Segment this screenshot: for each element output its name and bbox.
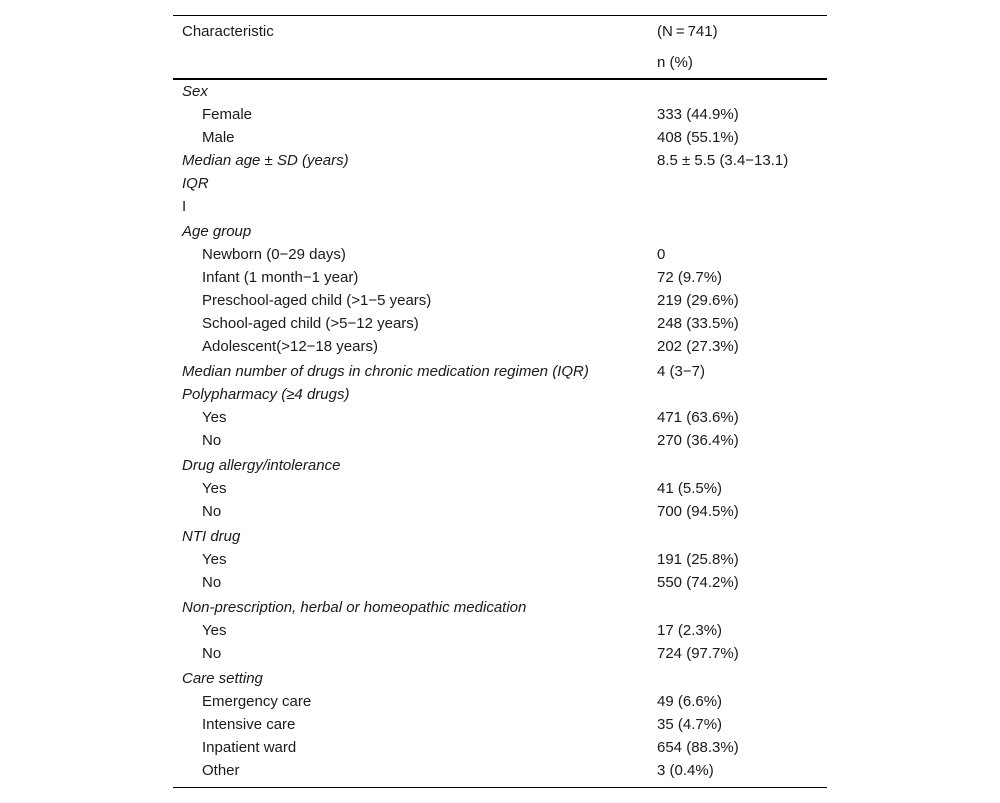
row-value: 17 (2.3%) bbox=[657, 622, 723, 639]
row-value: 219 (29.6%) bbox=[657, 292, 739, 309]
row-label: Yes bbox=[202, 480, 227, 497]
row-label: Preschool-aged child (>1−5 years) bbox=[202, 292, 432, 309]
table-row bbox=[173, 172, 827, 195]
row-value: 333 (44.9%) bbox=[657, 106, 739, 123]
row-category-label: Median age ± SD (years) bbox=[182, 152, 349, 169]
header-n-total: (N = 741) bbox=[657, 23, 718, 40]
table-row bbox=[173, 360, 827, 383]
row-value: 270 (36.4%) bbox=[657, 432, 739, 449]
table-bottom-rule bbox=[173, 787, 827, 788]
row-value: 408 (55.1%) bbox=[657, 129, 739, 146]
table-row bbox=[173, 548, 827, 571]
table-row bbox=[173, 335, 827, 358]
table-row bbox=[173, 667, 827, 690]
row-value: 550 (74.2%) bbox=[657, 574, 739, 591]
table-row bbox=[173, 690, 827, 713]
table-row bbox=[173, 383, 827, 406]
row-label: No bbox=[202, 432, 222, 449]
row-label: I bbox=[182, 198, 187, 215]
row-label: No bbox=[202, 645, 222, 662]
table-row bbox=[173, 266, 827, 289]
row-label: Intensive care bbox=[202, 716, 296, 733]
row-value: 3 (0.4%) bbox=[657, 762, 714, 779]
row-value: 202 (27.3%) bbox=[657, 338, 739, 355]
row-value: 72 (9.7%) bbox=[657, 269, 723, 286]
row-label: Other bbox=[202, 762, 240, 779]
table-row bbox=[173, 619, 827, 642]
table-row bbox=[173, 220, 827, 243]
table-row bbox=[173, 642, 827, 665]
table-row bbox=[173, 713, 827, 736]
row-label: No bbox=[202, 503, 222, 520]
table-row bbox=[173, 571, 827, 594]
row-label: Yes bbox=[202, 409, 227, 426]
row-label: Emergency care bbox=[202, 693, 312, 710]
row-value: 724 (97.7%) bbox=[657, 645, 739, 662]
row-label: Infant (1 month−1 year) bbox=[202, 269, 359, 286]
row-label: Newborn (0−29 days) bbox=[202, 246, 346, 263]
row-category-label: IQR bbox=[182, 175, 209, 192]
row-category-label: Polypharmacy (≥4 drugs) bbox=[182, 386, 350, 403]
row-value: 35 (4.7%) bbox=[657, 716, 723, 733]
row-category-label: Care setting bbox=[182, 670, 263, 687]
row-value: 248 (33.5%) bbox=[657, 315, 739, 332]
row-label: Yes bbox=[202, 551, 227, 568]
table-row bbox=[173, 103, 827, 126]
row-value: 49 (6.6%) bbox=[657, 693, 723, 710]
table-row bbox=[173, 429, 827, 452]
table-row bbox=[173, 312, 827, 335]
table-row bbox=[173, 759, 827, 782]
row-label: No bbox=[202, 574, 222, 591]
row-value: 8.5 ± 5.5 (3.4−13.1) bbox=[657, 152, 789, 169]
row-category-label: Drug allergy/intolerance bbox=[182, 457, 341, 474]
header-n-pct: n (%) bbox=[657, 54, 693, 71]
table-row bbox=[173, 477, 827, 500]
table-row bbox=[173, 596, 827, 619]
row-category-label: Age group bbox=[182, 223, 252, 240]
row-label: Male bbox=[202, 129, 235, 146]
row-category-label: Sex bbox=[182, 83, 208, 100]
row-label: Yes bbox=[202, 622, 227, 639]
row-label: Inpatient ward bbox=[202, 739, 297, 756]
table-row bbox=[173, 195, 827, 218]
table-row bbox=[173, 736, 827, 759]
table-top-rule bbox=[173, 15, 827, 16]
table-row bbox=[173, 243, 827, 266]
row-value: 700 (94.5%) bbox=[657, 503, 739, 520]
table-row bbox=[173, 289, 827, 312]
row-label: Adolescent(>12−18 years) bbox=[202, 338, 378, 355]
table-row bbox=[173, 126, 827, 149]
row-value: 471 (63.6%) bbox=[657, 409, 739, 426]
row-label: School-aged child (>5−12 years) bbox=[202, 315, 419, 332]
row-category-label: Non-prescription, herbal or homeopathic medication bbox=[182, 599, 527, 616]
table-row bbox=[173, 500, 827, 523]
row-value: 41 (5.5%) bbox=[657, 480, 723, 497]
table-row bbox=[173, 80, 827, 103]
table-row bbox=[173, 454, 827, 477]
row-value: 4 (3−7) bbox=[657, 363, 705, 380]
table-row bbox=[173, 149, 827, 172]
table-row bbox=[173, 525, 827, 548]
header-characteristic: Characteristic bbox=[182, 23, 274, 40]
row-value: 0 bbox=[657, 246, 666, 263]
row-category-label: NTI drug bbox=[182, 528, 241, 545]
table-row bbox=[173, 406, 827, 429]
row-value: 191 (25.8%) bbox=[657, 551, 739, 568]
row-label: Female bbox=[202, 106, 253, 123]
row-category-label: Median number of drugs in chronic medication regimen (IQR) bbox=[182, 363, 589, 380]
row-value: 654 (88.3%) bbox=[657, 739, 739, 756]
